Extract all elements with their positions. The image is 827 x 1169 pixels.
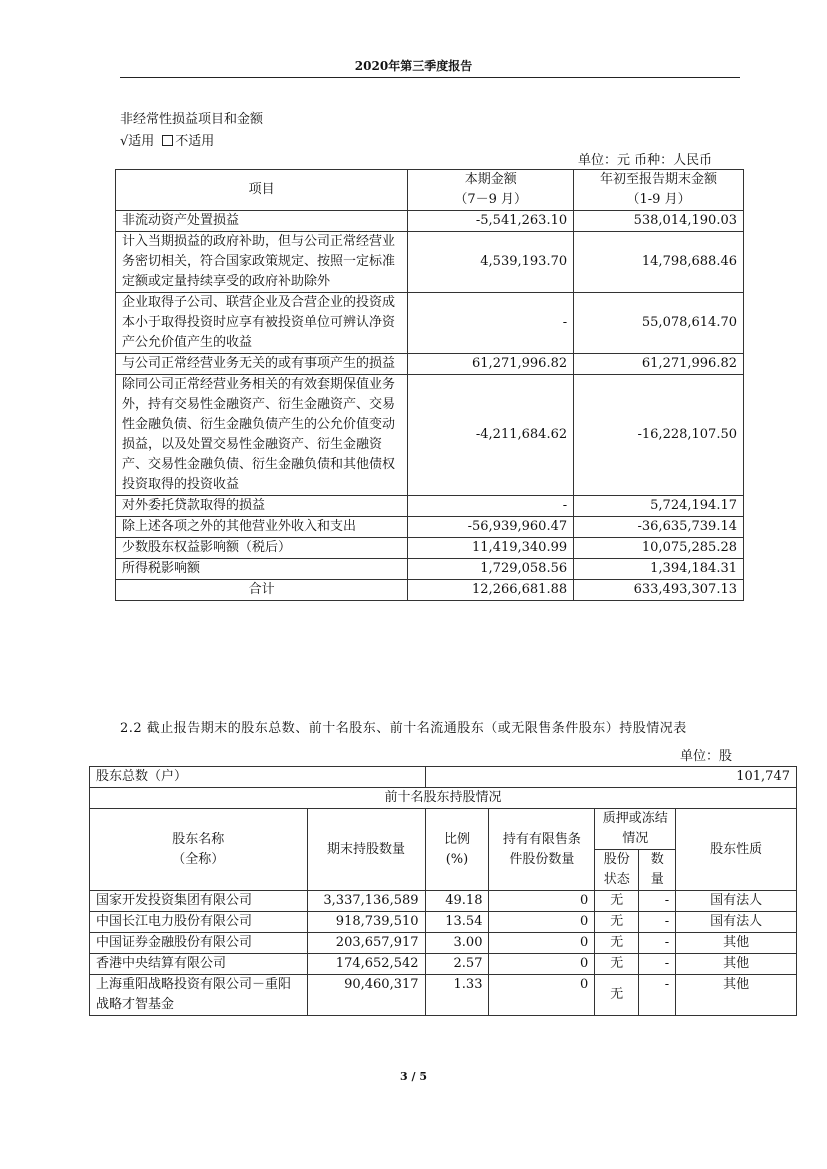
table-row	[90, 975, 797, 1016]
holder-ratio: 49.18	[425, 891, 489, 912]
table-row	[116, 211, 744, 232]
row-ytd: -36,635,739.14	[574, 517, 744, 538]
holder-name: 上海重阳战略投资有限公司－重阳战略才智基金	[90, 975, 308, 1016]
header-name-line1: 股东名称	[172, 831, 225, 847]
row-item: 所得税影响额	[116, 559, 408, 580]
table-row	[90, 933, 797, 954]
checkbox-icon	[162, 135, 173, 146]
header-restricted	[489, 809, 595, 891]
holder-qty: -	[639, 933, 676, 954]
table-header-row	[116, 170, 744, 211]
row-item: 与公司正常经营业务无关的或有事项产生的损益	[116, 354, 408, 375]
table-row	[116, 293, 744, 354]
row-item: 计入当期损益的政府补助，但与公司正常经营业务密切相关，符合国家政策规定、按照一定标准定额或定量持续享受的政府补助除外	[116, 232, 408, 293]
holder-status: 无	[595, 891, 639, 912]
holder-shares: 174,652,542	[307, 954, 425, 975]
row-ytd: 10,075,285.28	[574, 538, 744, 559]
table-row	[116, 559, 744, 580]
row-current: 1,729,058.56	[408, 559, 574, 580]
report-header-title: 2020年第三季度报告	[354, 59, 473, 73]
header-current	[408, 170, 574, 211]
total-ytd: 633,493,307.13	[574, 580, 744, 601]
table-row	[116, 538, 744, 559]
holder-shares: 203,657,917	[307, 933, 425, 954]
non-recurring-items-table	[115, 169, 744, 601]
row-ytd: -16,228,107.50	[574, 375, 744, 496]
holder-qty: -	[639, 975, 676, 1016]
row-item: 少数股东权益影响额（税后）	[116, 538, 408, 559]
header-pledge-line2: 情况	[622, 831, 649, 846]
row-current: -56,939,960.47	[408, 517, 574, 538]
header-status-line1: 股份	[603, 852, 630, 867]
header-item: 项目	[116, 170, 408, 211]
applicable-label: √适用	[120, 134, 155, 149]
header-ratio-line1: 比例	[443, 831, 470, 847]
holder-status: 无	[595, 912, 639, 933]
share-unit: 单位：股	[680, 749, 733, 764]
row-item: 除同公司正常经营业务相关的有效套期保值业务外，持有交易性金融资产、衍生金融资产、交易性金融负债、衍生金融负债产生的公允价值变动损益，以及处置交易性金融资产、衍生金融资产、交易性金融负债、衍生金融负债和其他债权投资取得的投资收益	[116, 375, 408, 496]
table-row	[116, 375, 744, 496]
section-2-2-title: 2.2 截止报告期末的股东总数、前十名股东、前十名流通股东（或无限售条件股东）持股情况表	[120, 721, 687, 736]
holder-status: 无	[595, 933, 639, 954]
currency-unit: 单位：元 币种：人民币	[578, 153, 713, 168]
row-current: -	[408, 496, 574, 517]
header-ytd	[574, 170, 744, 211]
row-ytd: 61,271,996.82	[574, 354, 744, 375]
table-row	[116, 354, 744, 375]
header-restricted-line2: 件股份数量	[509, 851, 575, 867]
holder-restricted: 0	[489, 912, 595, 933]
holder-nature: 其他	[676, 933, 797, 954]
total-label: 合计	[116, 580, 408, 601]
row-current: -4,211,684.62	[408, 375, 574, 496]
header-ratio-line2: (%)	[445, 851, 469, 867]
shareholders-table	[89, 766, 797, 1016]
holder-nature: 其他	[676, 954, 797, 975]
header-qty	[639, 850, 676, 891]
header-qty-line2: 量	[650, 872, 664, 887]
header-name-line2: （全称）	[172, 851, 225, 867]
row-current: -	[408, 293, 574, 354]
total-current: 12,266,681.88	[408, 580, 574, 601]
holder-ratio: 2.57	[425, 954, 489, 975]
holder-ratio: 1.33	[425, 975, 489, 1016]
row-item: 企业取得子公司、联营企业及合营企业的投资成本小于取得投资时应享有被投资单位可辨认净资产公允价值产生的收益	[116, 293, 408, 354]
table-row	[90, 891, 797, 912]
row-item: 对外委托贷款取得的损益	[116, 496, 408, 517]
not-applicable-label: 不适用	[175, 134, 215, 149]
total-shareholders-value: 101,747	[425, 767, 796, 788]
row-item: 除上述各项之外的其他营业外收入和支出	[116, 517, 408, 538]
header-current-line1: 本期金额	[464, 172, 517, 187]
header-status-line2: 状态	[603, 872, 630, 887]
header-restricted-line1: 持有有限售条	[502, 831, 581, 847]
holder-qty: -	[639, 891, 676, 912]
row-item: 非流动资产处置损益	[116, 211, 408, 232]
header-nature: 股东性质	[676, 809, 797, 891]
table-row	[116, 517, 744, 538]
row-current: 11,419,340.99	[408, 538, 574, 559]
holder-status: 无	[595, 975, 639, 1016]
holder-shares: 90,460,317	[307, 975, 425, 1016]
holder-ratio: 13.54	[425, 912, 489, 933]
table2-header-row-1	[90, 809, 797, 850]
row-current: 61,271,996.82	[408, 354, 574, 375]
holder-qty: -	[639, 954, 676, 975]
header-ytd-line1: 年初至报告期末金额	[600, 172, 718, 187]
header-ytd-line2: （1-9 月）	[626, 192, 691, 207]
section-title: 非经常性损益项目和金额	[120, 112, 264, 127]
holder-status: 无	[595, 954, 639, 975]
holder-restricted: 0	[489, 891, 595, 912]
header-shares: 期末持股数量	[307, 809, 425, 891]
total-row	[116, 580, 744, 601]
header-ratio	[425, 809, 489, 891]
holder-ratio: 3.00	[425, 933, 489, 954]
row-ytd: 5,724,194.17	[574, 496, 744, 517]
row-ytd: 14,798,688.46	[574, 232, 744, 293]
top10-title: 前十名股东持股情况	[90, 788, 797, 809]
header-qty-line1: 数	[650, 852, 664, 867]
table-row	[116, 232, 744, 293]
holder-name: 香港中央结算有限公司	[90, 954, 308, 975]
header-divider	[120, 77, 740, 78]
holder-restricted: 0	[489, 975, 595, 1016]
header-pledge-line1: 质押或冻结	[602, 811, 668, 826]
holder-shares: 3,337,136,589	[307, 891, 425, 912]
holder-shares: 918,739,510	[307, 912, 425, 933]
total-shareholders-label: 股东总数（户）	[90, 767, 426, 788]
header-pledge	[595, 809, 676, 850]
table-row	[90, 912, 797, 933]
top10-title-row	[90, 788, 797, 809]
row-current: 4,539,193.70	[408, 232, 574, 293]
table-row	[90, 954, 797, 975]
holder-nature: 国有法人	[676, 891, 797, 912]
holder-qty: -	[639, 912, 676, 933]
row-ytd: 55,078,614.70	[574, 293, 744, 354]
total-shareholders-row	[90, 767, 797, 788]
holder-name: 中国长江电力股份有限公司	[90, 912, 308, 933]
holder-name: 国家开发投资集团有限公司	[90, 891, 308, 912]
page-number: 3 / 5	[400, 1070, 427, 1083]
header-status	[595, 850, 639, 891]
holder-nature: 其他	[676, 975, 797, 1016]
row-current: -5,541,263.10	[408, 211, 574, 232]
holder-name: 中国证券金融股份有限公司	[90, 933, 308, 954]
holder-restricted: 0	[489, 933, 595, 954]
holder-nature: 国有法人	[676, 912, 797, 933]
applicability-line	[120, 130, 214, 149]
header-name	[90, 809, 308, 891]
table-row	[116, 496, 744, 517]
holder-restricted: 0	[489, 954, 595, 975]
row-ytd: 1,394,184.31	[574, 559, 744, 580]
row-ytd: 538,014,190.03	[574, 211, 744, 232]
header-current-line2: （7－9 月）	[454, 192, 528, 207]
